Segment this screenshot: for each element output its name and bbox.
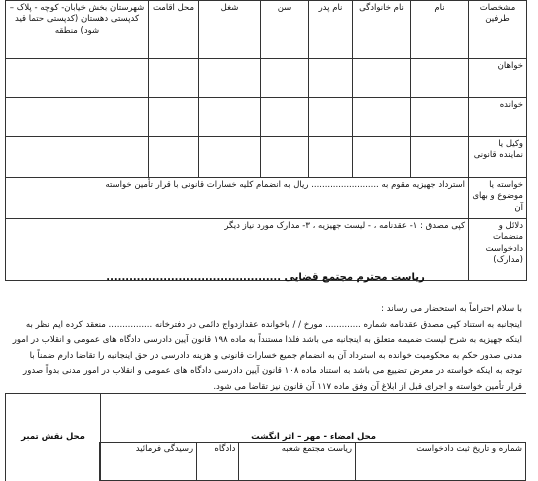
parties-table	[5, 0, 527, 281]
reg-no-label: شماره و تاریخ ثبت دادخواست	[356, 443, 526, 481]
cell[interactable]	[199, 98, 261, 137]
cell[interactable]	[149, 59, 199, 98]
cell[interactable]	[353, 59, 411, 98]
cell[interactable]	[261, 98, 309, 137]
petition-body	[12, 302, 522, 395]
branch-label: دادگاه	[197, 443, 239, 481]
cell[interactable]	[309, 59, 353, 98]
cell[interactable]	[6, 98, 149, 137]
court-title: ریاست محترم مجتمع قضایی ..............................................	[106, 272, 425, 283]
cell[interactable]	[199, 59, 261, 98]
cell[interactable]	[411, 59, 469, 98]
defendant-label: خوانده	[469, 98, 527, 137]
greeting: با سلام احتراماً به استحضار می رساند :	[381, 304, 522, 314]
plaintiff-row	[6, 59, 527, 98]
residence-header: محل اقامت	[149, 1, 199, 59]
specs-header: مشخصات طرفین	[469, 1, 527, 59]
plaintiff-label: خواهان	[469, 59, 527, 98]
referral-label: رسیدگی فرمائید	[100, 443, 197, 481]
court-head-label: ریاست مجتمع شعبه	[239, 443, 356, 481]
cell[interactable]	[6, 137, 149, 178]
header-row	[6, 1, 527, 59]
cell[interactable]	[149, 98, 199, 137]
registration-table	[99, 442, 526, 481]
claim-text[interactable]: استرداد جهیزیه مقوم به ......................... ریال به انضمام کلیه خسارات قانونی با قرار تأمین خواسته	[6, 178, 469, 219]
stamp-label: محل نقش تمبر	[21, 432, 85, 442]
lawyer-row	[6, 137, 527, 178]
cell[interactable]	[6, 59, 149, 98]
signature-label: محل امضاء - مهر – اثر انگشت	[251, 432, 376, 442]
age-header: سن	[261, 1, 309, 59]
evidence-label: دلائل و منضمات دادخواست (مدارک)	[469, 219, 527, 281]
cell[interactable]	[149, 137, 199, 178]
job-header: شغل	[199, 1, 261, 59]
cell[interactable]	[309, 98, 353, 137]
claim-row	[6, 178, 527, 219]
claim-label: خواسته یا موضوع و بهای آن	[469, 178, 527, 219]
first-name-header: نام	[411, 1, 469, 59]
cell[interactable]	[261, 137, 309, 178]
footer	[5, 393, 526, 481]
cell[interactable]	[411, 98, 469, 137]
stamp-box	[5, 394, 101, 481]
petition-text: اینجانبه به استناد کپی مصدق عقدنامه شماره ............. مورخ / / باخوانده عقدازدواج دائمی در دفترخانه ................ منعقد کرده ایم نظر به اینکه جهیزیه به شرح لیست ضمیمه متعلق به اینجانبه می باشد فلذا مستنداً به ماده ۱۹۸ قانون آیین دادرسی دادگاه های عمومی و انقلاب در امور مدنی صدور حکم به محکومیت خوانده به استرداد آن به انضمام جمیع خسارات قانونی و هزینه دادرسی در حق اینجانبه را تقاضا دارم ضمناً با توجه به اینکه خواسته در معرض تضییع می باشد به استناد ماده ۱۰۸ قانون آیین دادرسی دادگاه های عمومی و انقلاب در امور مدنی بدواً صدور قرار تأمین خواسته و اجرای قبل از ابلاغ آن وفق ماده ۱۱۷ آن قانون نیز تقاضا می شود.	[12, 319, 522, 392]
father-name-header: نام پدر	[309, 1, 353, 59]
evidence-text[interactable]: کپی مصدق : ۱- عقدنامه ، - لیست جهیزیه ، ۳- مدارک مورد نیاز دیگر	[6, 219, 469, 281]
address-header: شهرستان بخش خیابان- کوچه - پلاک – کدپستی دهستان (کدپستی حتما قید شود) منطقه	[6, 1, 149, 59]
last-name-header: نام خانوادگی	[353, 1, 411, 59]
cell[interactable]	[199, 137, 261, 178]
cell[interactable]	[353, 98, 411, 137]
cell[interactable]	[353, 137, 411, 178]
cell[interactable]	[309, 137, 353, 178]
lawyer-label: وکیل یا نماینده قانونی	[469, 137, 527, 178]
defendant-row	[6, 98, 527, 137]
cell[interactable]	[411, 137, 469, 178]
cell[interactable]	[261, 59, 309, 98]
